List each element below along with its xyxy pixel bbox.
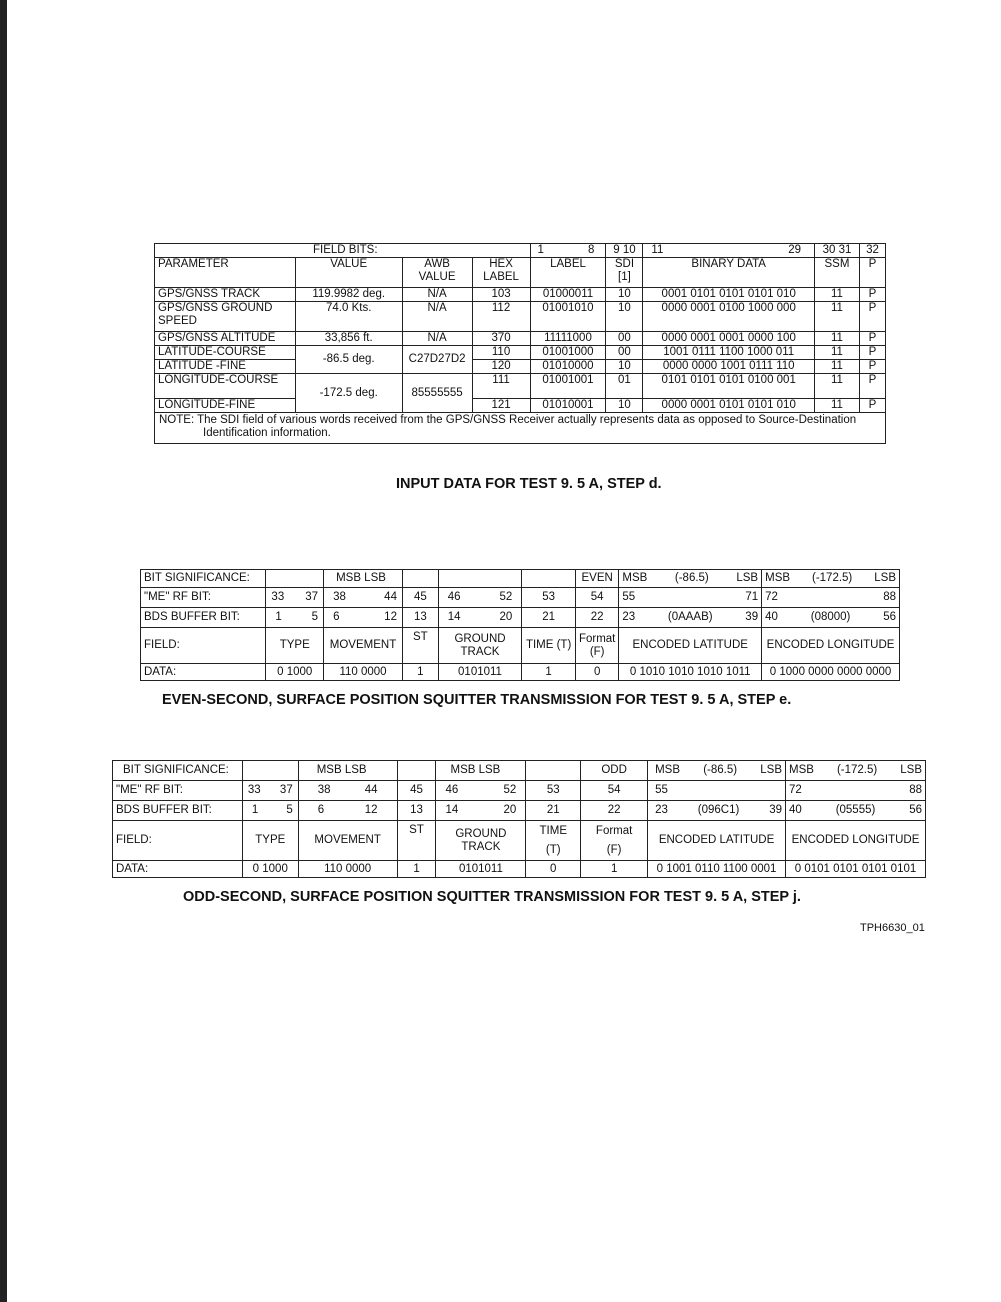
table-row: LATITUDE-COURSE -86.5 deg. C27D27D2 110 01001000 00 1001 0111 1100 1000 011 11 P <box>155 346 886 360</box>
header-value: VALUE <box>295 258 402 288</box>
table-row: LONGITUDE-COURSE -172.5 deg. 85555555 111 01001001 01 0101 0101 0101 0100 001 11 P <box>155 374 886 399</box>
table-row: GPS/GNSS ALTITUDE 33,856 ft. N/A 370 11111000 00 0000 0001 0001 0000 100 11 P <box>155 332 886 346</box>
me-rf-bit-row: "ME" RF BIT: 33 37 38 44 45 46 52 53 54 55 72 88 <box>113 781 926 801</box>
odd-second-caption: ODD-SECOND, SURFACE POSITION SQUITTER TRANSMISSION FOR TEST 9. 5 A, STEP j. <box>183 889 801 905</box>
odd-second-squitter-table <box>112 760 926 878</box>
header-p: P <box>859 258 885 288</box>
field-bits-row: FIELD BITS: 1 8 9 10 11 29 30 31 32 <box>155 244 886 258</box>
figure-code: TPH6630_01 <box>860 922 925 934</box>
left-edge-bar <box>0 0 7 1302</box>
field-row: FIELD: TYPE MOVEMENT ST GROUND TRACK TIME (T) Format (F) ENCODED LATITUDE ENCODED LONGITUDE <box>113 821 926 861</box>
field-row: FIELD: TYPE MOVEMENT ST GROUND TRACK TIME (T) Format (F) ENCODED LATITUDE ENCODED LONGITUDE <box>141 628 900 664</box>
header-label: LABEL <box>530 258 606 288</box>
table-row: GPS/GNSS GROUND SPEED 74.0 Kts. N/A 112 01001010 10 0000 0001 0100 1000 000 11 P <box>155 302 886 332</box>
header-hex: HEX LABEL <box>472 258 530 288</box>
sdi-note: NOTE: The SDI field of various words received from the GPS/GNSS Receiver actually represents data as opposed to Source-Destination Identification information. <box>159 414 857 439</box>
even-second-caption: EVEN-SECOND, SURFACE POSITION SQUITTER TRANSMISSION FOR TEST 9. 5 A, STEP e. <box>162 692 792 708</box>
header-ssm: SSM <box>815 258 860 288</box>
bds-buffer-bit-row: BDS BUFFER BIT: 1 5 6 12 13 14 20 21 22 23 (096C1) 39 40 (05555) 56 <box>113 801 926 821</box>
table-row: GPS/GNSS TRACK 119.9982 deg. N/A 103 01000011 10 0001 0101 0101 0101 010 11 P <box>155 288 886 302</box>
input-data-table <box>154 243 886 444</box>
data-row: DATA: 0 1000 110 0000 1 0101011 0 1 0 1001 0110 1100 0001 0 0101 0101 0101 0101 <box>113 861 926 878</box>
header-awb: AWB VALUE <box>402 258 472 288</box>
data-row: DATA: 0 1000 110 0000 1 0101011 1 0 0 1010 1010 1010 1011 0 1000 0000 0000 0000 <box>141 664 900 681</box>
me-rf-bit-row: "ME" RF BIT: 33 37 38 44 45 46 52 53 54 55 71 72 88 <box>141 588 900 608</box>
input-data-caption: INPUT DATA FOR TEST 9. 5 A, STEP d. <box>396 476 662 492</box>
even-second-squitter-table <box>140 569 900 681</box>
header-parameter: PARAMETER <box>155 258 296 288</box>
table-row: LATITUDE -FINE 120 01010000 10 0000 0000 1001 0111 110 11 P <box>155 360 886 374</box>
field-bits-label: FIELD BITS: <box>313 244 378 256</box>
header-row <box>155 258 886 288</box>
bit-significance-row: BIT SIGNIFICANCE: MSB LSB MSB LSB ODD MSB (-86.5) LSB MSB (-172.5) LSB <box>113 761 926 781</box>
bit-significance-row: BIT SIGNIFICANCE: MSB LSB EVEN MSB (-86.5) LSB MSB (-172.5) LSB <box>141 570 900 588</box>
header-sdi: SDI [1] <box>606 258 643 288</box>
bds-buffer-bit-row: BDS BUFFER BIT: 1 5 6 12 13 14 20 21 22 23 (0AAAB) 39 40 (08000) 56 <box>141 608 900 628</box>
table-row: LONGITUDE-FINE 121 01010001 10 0000 0001 0101 0101 010 11 P <box>155 399 886 413</box>
header-binary: BINARY DATA <box>643 258 815 288</box>
note-row <box>155 413 886 444</box>
